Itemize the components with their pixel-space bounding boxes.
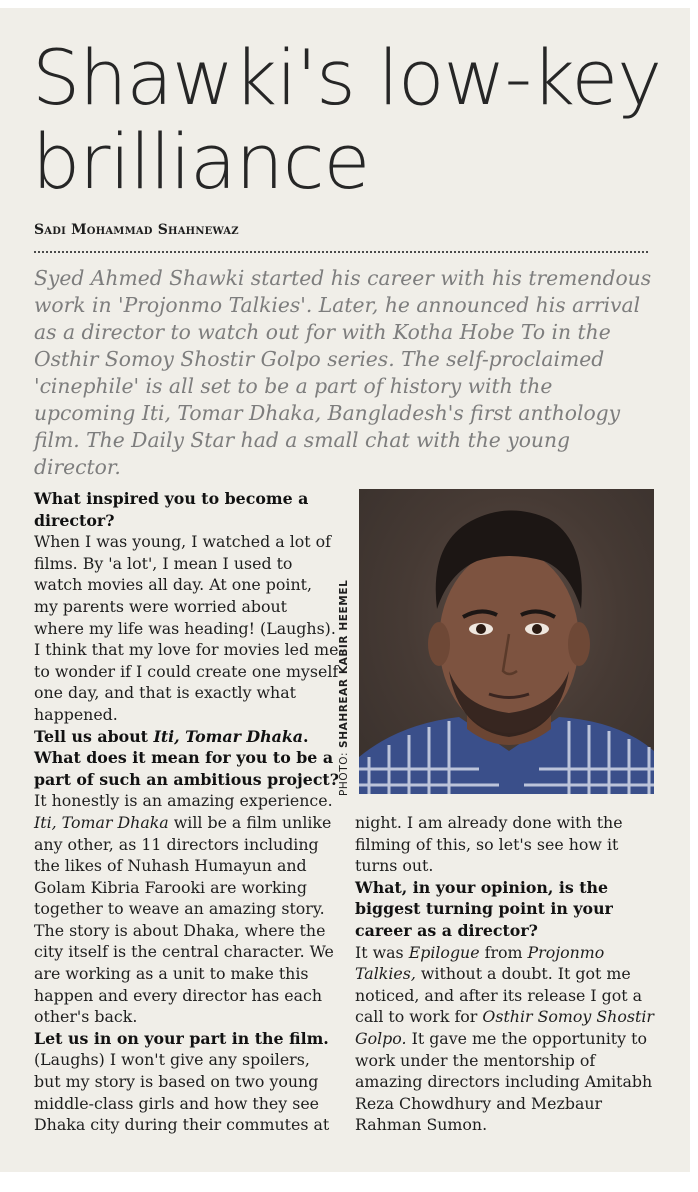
answer-3-part-1: (Laughs) I won't give any spoilers, but my story is based on two young middle-class girls and how they see Dhaka city during their commutes at	[34, 1050, 330, 1135]
film-title: Iti, Tomar Dhaka	[153, 726, 304, 746]
left-column	[34, 488, 340, 1136]
answer-4-text: without a doubt. It got me noticed, and after its release I got a call to work for	[355, 964, 643, 1027]
right-ear	[568, 622, 590, 666]
question-1: What inspired you to become a director?	[34, 489, 309, 530]
question-2-text: Tell us about	[34, 726, 154, 746]
answer-2	[34, 790, 340, 1028]
question-3: Let us in on your part in the film.	[34, 1028, 329, 1048]
answer-4-text: from	[479, 942, 528, 962]
photo-credit-label: PHOTO:	[338, 747, 350, 796]
answer-4-text: It was	[355, 942, 409, 962]
portrait-photo	[359, 489, 654, 794]
film-title: Iti, Tomar Dhaka	[34, 812, 169, 832]
intro-paragraph: Syed Ahmed Shawki started his career with his tremendous work in 'Projonmo Talkies'. Later, he announced his arrival as a director to watch out for with Kotha Hobe To in the Osthir Somoy Shostir Golpo series. The self-proclaimed 'cinephile' is all set to be a part of history with the upcoming Iti, Tomar Dhaka, Bangladesh's first anthology film. The Daily Star had a small chat with the young director.	[34, 266, 652, 479]
answer-3-part-2: night. I am already done with the filming of this, so let's see how it turns out.	[355, 813, 623, 876]
answer-2-text: It honestly is an amazing experience.	[34, 791, 333, 811]
question-2-text-end: . What does it mean for you to be a part of such an ambitious project?	[34, 726, 339, 789]
portrait-illustration	[359, 489, 654, 794]
left-ear	[428, 622, 450, 666]
work-title: Osthir Somoy Shostir Golpo.	[355, 1007, 654, 1048]
answer-2-text-end: will be a film unlike any other, as 11 directors including the likes of Nuhash Humayun and Golam Kibria Farooki are working together to weave an amazing story. The story is about Dhaka, where the city itself is the central character. We are working as a unit to make this happen and every director has each other's back.	[34, 812, 334, 1027]
answer-4-text-end: It gave me the opportunity to work under the mentorship of amazing directors including Amitabh Reza Chowdhury and Mezbaur Rahman Sumon.	[355, 1028, 653, 1135]
work-title: Projonmo Talkies,	[355, 942, 605, 984]
question-2	[34, 726, 340, 791]
work-title: Epilogue	[408, 942, 480, 962]
question-4: What, in your opinion, is the biggest turning point in your career as a director?	[355, 877, 613, 940]
photographer-name: SHAHREAR KABIR HEEMEL	[338, 579, 350, 748]
photo-credit	[338, 496, 350, 796]
right-column	[355, 812, 657, 1136]
byline: Sadi Mohammad Shahnewaz	[34, 222, 239, 238]
dotted-divider	[34, 251, 648, 253]
headline: Shawki's low-key brilliance	[32, 33, 662, 206]
right-pupil	[532, 624, 542, 634]
answer-4	[355, 942, 657, 1136]
left-pupil	[476, 624, 486, 634]
answer-1: When I was young, I watched a lot of films. By 'a lot', I mean I used to watch movies all day. At one point, my parents were worried about where my life was heading! (Laughs). I think that my love for movies led me to wonder if I could create one myself one day, and that is exactly what happened.	[34, 532, 339, 724]
